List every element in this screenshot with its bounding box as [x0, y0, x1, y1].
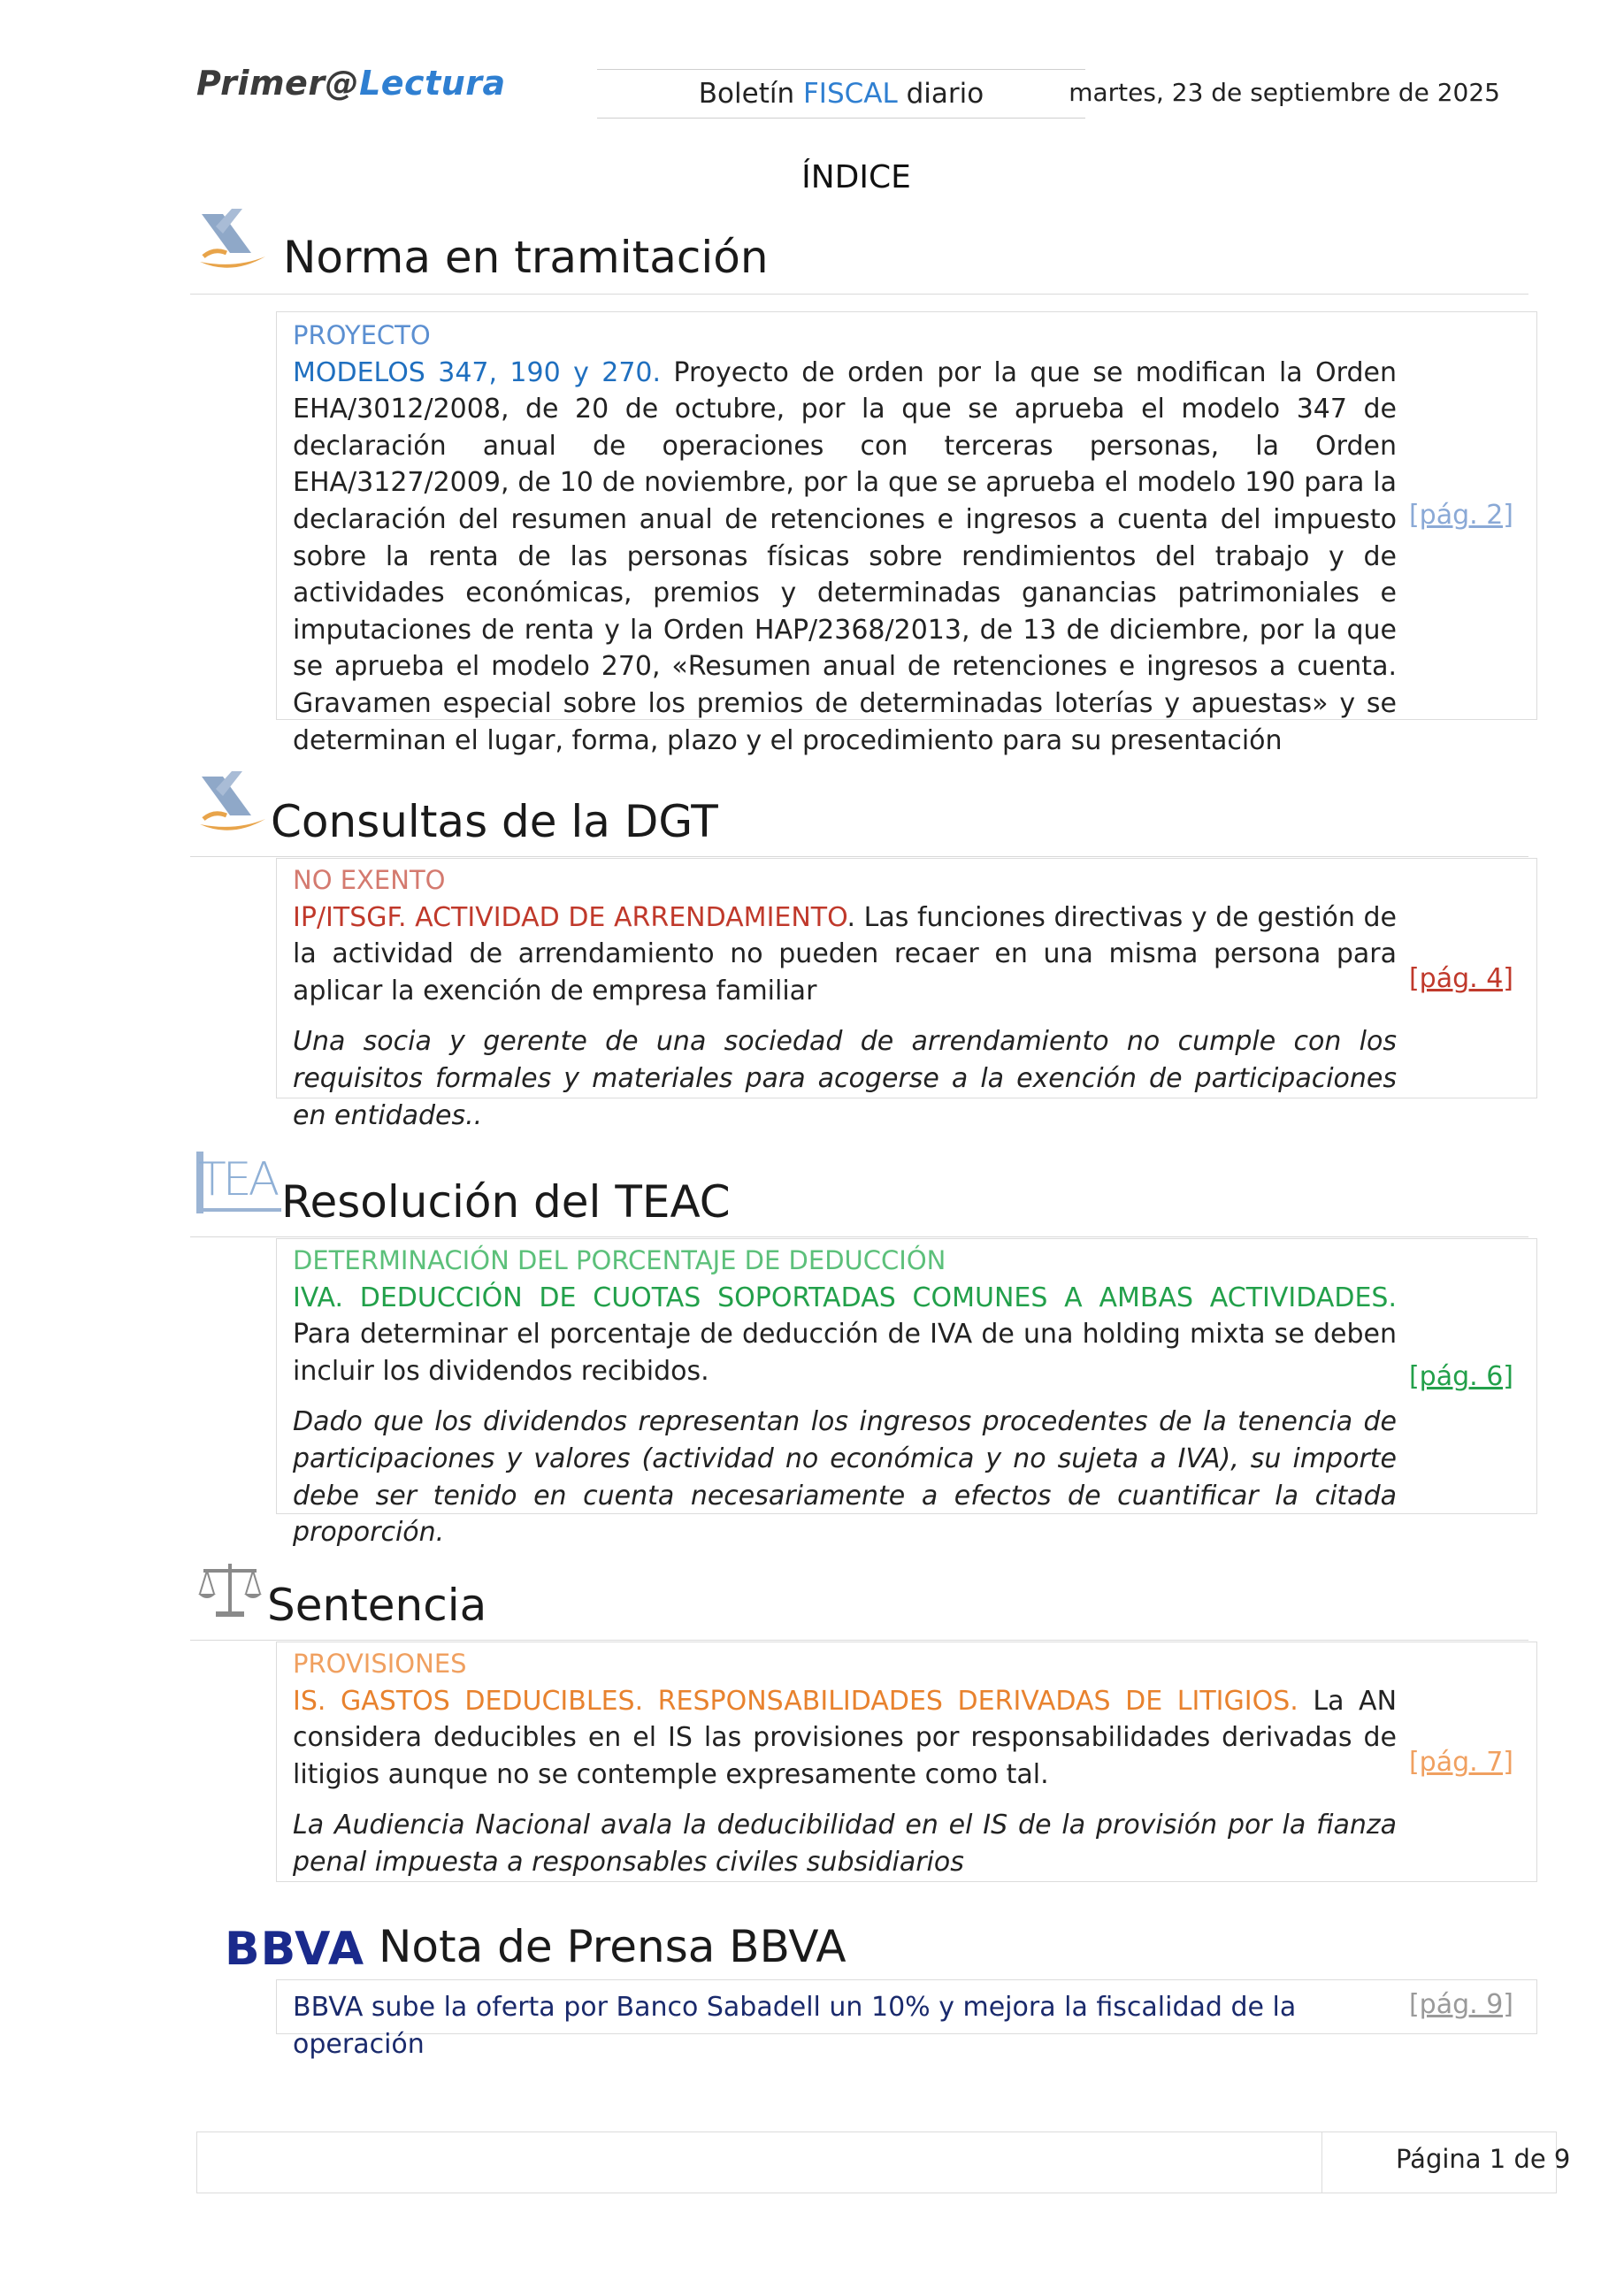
- headline-link[interactable]: IVA. DEDUCCIÓN DE CUOTAS SOPORTADAS COMUNES A AMBAS ACTIVIDADES.: [293, 1282, 1397, 1313]
- date-label: martes, 23 de septiembre de 2025: [1069, 78, 1500, 107]
- section-divider: [190, 1640, 1528, 1641]
- page-link-6[interactable]: [pág. 6]: [1408, 1361, 1513, 1392]
- summary-text[interactable]: BBVA sube la oferta por Banco Sabadell un 10% y mejora la fiscalidad de la operación: [293, 1992, 1297, 2060]
- card-dgt: [276, 858, 1537, 1131]
- section-title-dgt: Consultas de la DGT: [271, 796, 718, 847]
- italic-summary: La Audiencia Nacional avala la deducibilidad en el IS de la provisión por la fianza penal impuesta a responsables civiles subsidiarios: [293, 1810, 1397, 1878]
- scales-of-justice-icon: [196, 1558, 264, 1622]
- summary-text: La AN considera deducibles en el IS las provisiones por responsabilidades derivadas de litigios aunque no se contemple expresamente como tal.: [293, 1685, 1398, 1790]
- headline-link[interactable]: IP/ITSGF. ACTIVIDAD DE ARRENDAMIENTO: [293, 901, 847, 933]
- summary-text: Para determinar el porcentaje de deducción de IVA de una holding mixta se deben incluir los dividendos recibidos.: [293, 1319, 1397, 1387]
- card-norma: [276, 311, 1537, 756]
- category-label: NO EXENTO: [293, 865, 446, 895]
- category-label: DETERMINACIÓN DEL PORCENTAJE DE DEDUCCIÓN: [293, 1245, 946, 1275]
- headline-link[interactable]: MODELOS 347, 190 y 270.: [293, 356, 662, 388]
- section-divider: [190, 856, 1528, 857]
- page-link-2[interactable]: [pág. 2]: [1408, 500, 1513, 531]
- card-bbva: [276, 1979, 1537, 2060]
- boletin-title: Boletín FISCAL diario: [597, 69, 1085, 119]
- italic-summary: Dado que los dividendos representan los ingresos procedentes de la tenencia de participaciones y valores (actividad no económica y no sujeta a IVA), su importe debe ser tenido en cuenta necesariamente a efectos de cuantificar la citada proporción.: [293, 1406, 1397, 1549]
- italic-summary: Una socia y gerente de una sociedad de arrendamiento no cumple con los requisitos formales y materiales para acogerse a la exención de participaciones en entidades..: [293, 1026, 1397, 1131]
- page-number: Página 1 de 9: [1396, 2144, 1571, 2174]
- page-link-7[interactable]: [pág. 7]: [1408, 1747, 1513, 1778]
- card-sentencia: [276, 1642, 1537, 1882]
- category-label: PROYECTO: [293, 320, 431, 350]
- section-title-sentencia: Sentencia: [267, 1580, 487, 1631]
- section-divider: [190, 294, 1528, 295]
- category-label: PROVISIONES: [293, 1649, 467, 1679]
- teac-logo-icon: TEA: [196, 1152, 281, 1213]
- section-title-teac: Resolución del TEAC: [281, 1176, 731, 1228]
- index-title: ÍNDICE: [801, 159, 911, 195]
- section-title-bbva: Nota de Prensa BBVA: [379, 1921, 846, 1972]
- page-link-4[interactable]: [pág. 4]: [1408, 963, 1513, 994]
- footer-divider: [1321, 2131, 1322, 2193]
- card-teac: [276, 1238, 1537, 1549]
- headline-link[interactable]: IS. GASTOS DEDUCIBLES. RESPONSABILIDADES DERIVADAS DE LITIGIOS.: [293, 1685, 1298, 1717]
- aeat-logo-icon: [196, 769, 269, 838]
- section-divider: [190, 1236, 1528, 1237]
- summary-text: Proyecto de orden por la que se modifican la Orden EHA/3012/2008, de 20 de octubre, por la que se aprueba el modelo 347 de declaración anual de operaciones con terceras personas, la Orden EHA/3127/2009, de 10 de noviembre, por la que se aprueba el modelo 190 para la declaración del resumen anual de retenciones e ingresos a cuenta del impuesto sobre la renta de las personas físicas sobre rendimientos del trabajo y de actividades económicas, premios y determinadas ganancias patrimoniales e imputaciones de renta y la Orden HAP/2368/2013, de 13 de diciembre, por la que se aprueba el modelo 270, «Resumen anual de retenciones e ingresos a cuenta. Gravamen especial sobre los premios de determinadas loterías y apuestas» y se determinan el lugar, forma, plazo y el procedimiento para su presentación: [293, 356, 1397, 756]
- summary-text: . Las funciones directivas y de gestión de la actividad de arrendamiento no pueden recaer en una misma persona para aplicar la exención de empresa familiar: [293, 901, 1398, 1006]
- footer-box: [196, 2131, 1557, 2193]
- aeat-logo-icon: [196, 207, 269, 276]
- primera-lectura-logo: Primer@Lectura: [196, 64, 506, 103]
- page-link-9[interactable]: [pág. 9]: [1408, 1989, 1513, 2020]
- bbva-logo: BBVA: [225, 1923, 365, 1976]
- section-title-norma: Norma en tramitación: [283, 232, 769, 283]
